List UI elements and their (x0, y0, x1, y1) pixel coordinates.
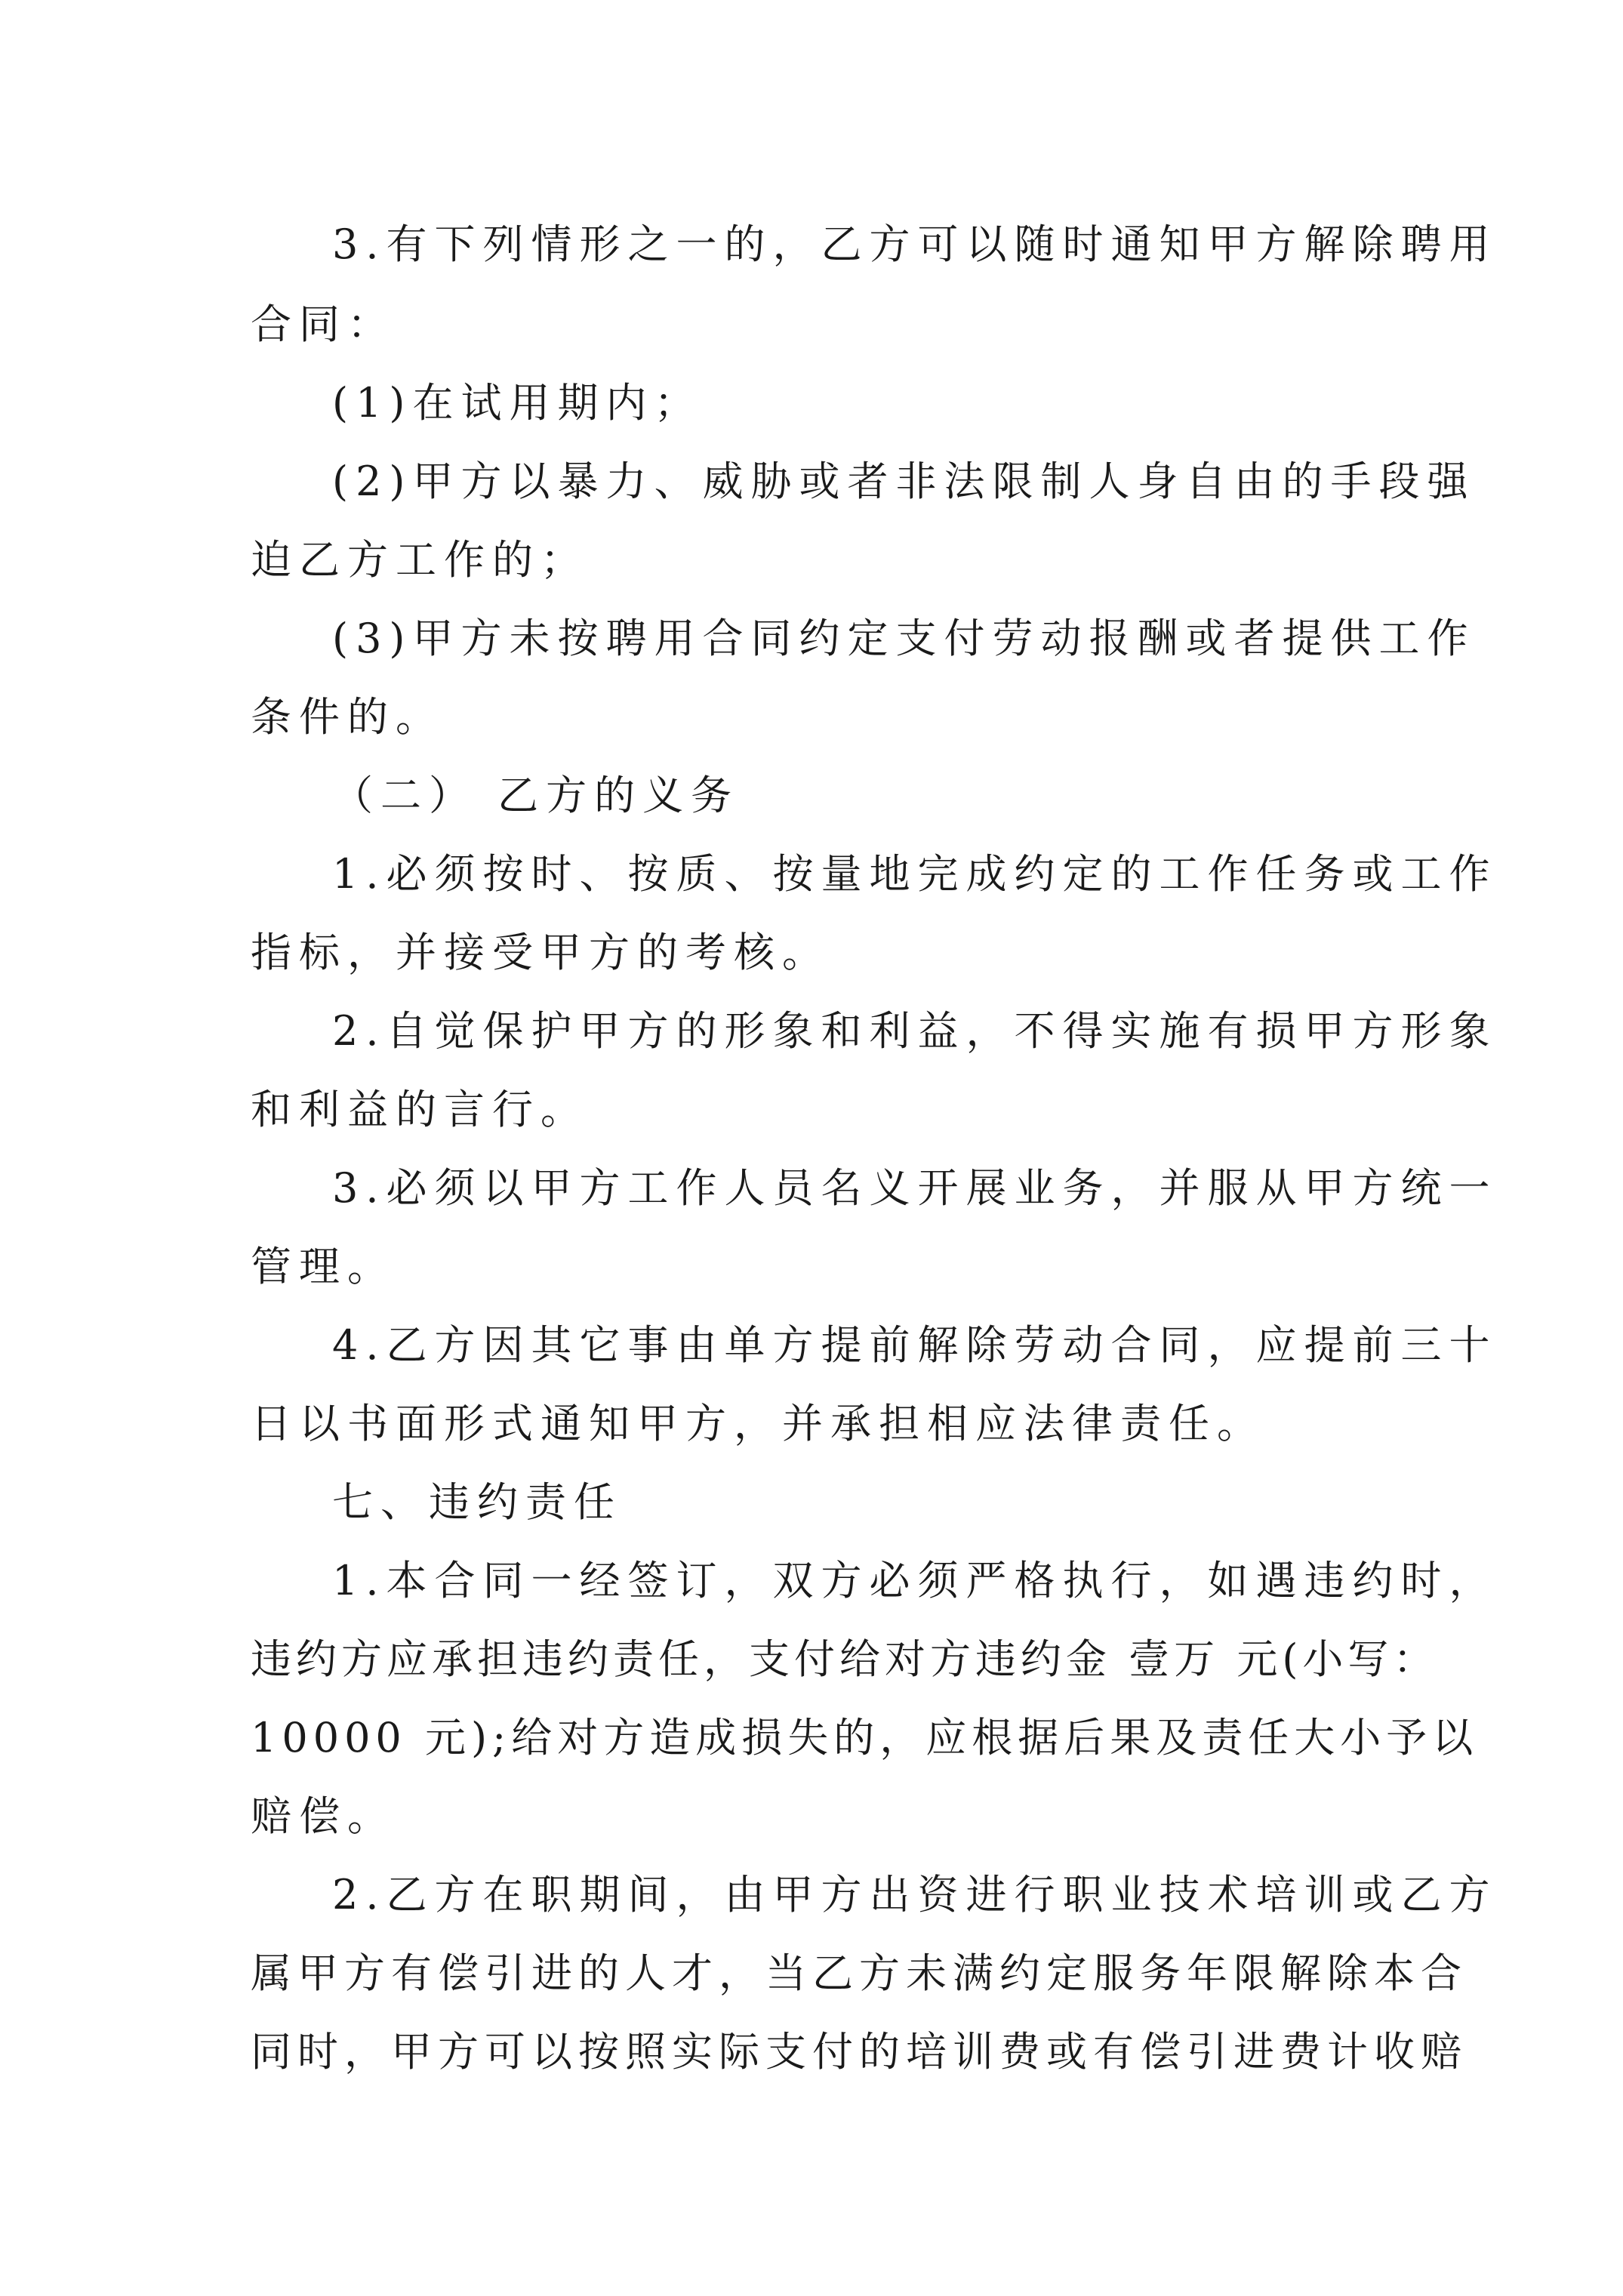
paragraph-line: 4.乙方因其它事由单方提前解除劳动合同，应提前三十 (332, 1321, 1498, 1369)
paragraph-line: (1)在试用期内； (332, 379, 703, 427)
section-heading: （二） 乙方的义务 (332, 772, 740, 819)
paragraph-line: 3.有下列情形之一的，乙方可以随时通知甲方解除聘用 (332, 220, 1498, 268)
paragraph-line: 1.本合同一经签订，双方必须严格执行，如遇违约时， (332, 1557, 1498, 1604)
paragraph-line: 2.自觉保护甲方的形象和利益，不得实施有损甲方形象 (332, 1007, 1498, 1055)
paragraph-line: 违约方应承担违约责任，支付给对方违约金 壹万 元(小写： (251, 1635, 1439, 1683)
paragraph-line: 条件的。 (251, 693, 444, 741)
paragraph-line: (2)甲方以暴力、威胁或者非法限制人身自由的手段强 (332, 458, 1476, 505)
paragraph-line: 同时，甲方可以按照实际支付的培训费或有偿引进费计收赔 (251, 2028, 1467, 2076)
paragraph-line: 赔偿。 (251, 1792, 396, 1840)
paragraph-line: 属甲方有偿引进的人才，当乙方未满约定服务年限解除本合 (251, 1949, 1467, 1997)
paragraph-line: 日以书面形式通知甲方，并承担相应法律责任。 (251, 1400, 1265, 1447)
paragraph-line: 和利益的言行。 (251, 1086, 589, 1133)
paragraph-line: 10000 元);给对方造成损失的，应根据后果及责任大小予以 (251, 1714, 1479, 1761)
section-heading: 七、违约责任 (332, 1478, 622, 1526)
paragraph-line: 3.必须以甲方工作人员名义开展业务，并服从甲方统一 (332, 1164, 1498, 1212)
paragraph-line: (3)甲方未按聘用合同约定支付劳动报酬或者提供工作 (332, 615, 1476, 662)
paragraph-line: 指标，并接受甲方的考核。 (251, 929, 830, 976)
paragraph-line: 迫乙方工作的； (251, 536, 589, 584)
paragraph-line: 管理。 (251, 1243, 396, 1290)
paragraph-line: 2.乙方在职期间，由甲方出资进行职业技术培训或乙方 (332, 1871, 1498, 1918)
paragraph-line: 合同： (251, 300, 396, 348)
paragraph-line: 1.必须按时、按质、按量地完成约定的工作任务或工作 (332, 850, 1498, 898)
